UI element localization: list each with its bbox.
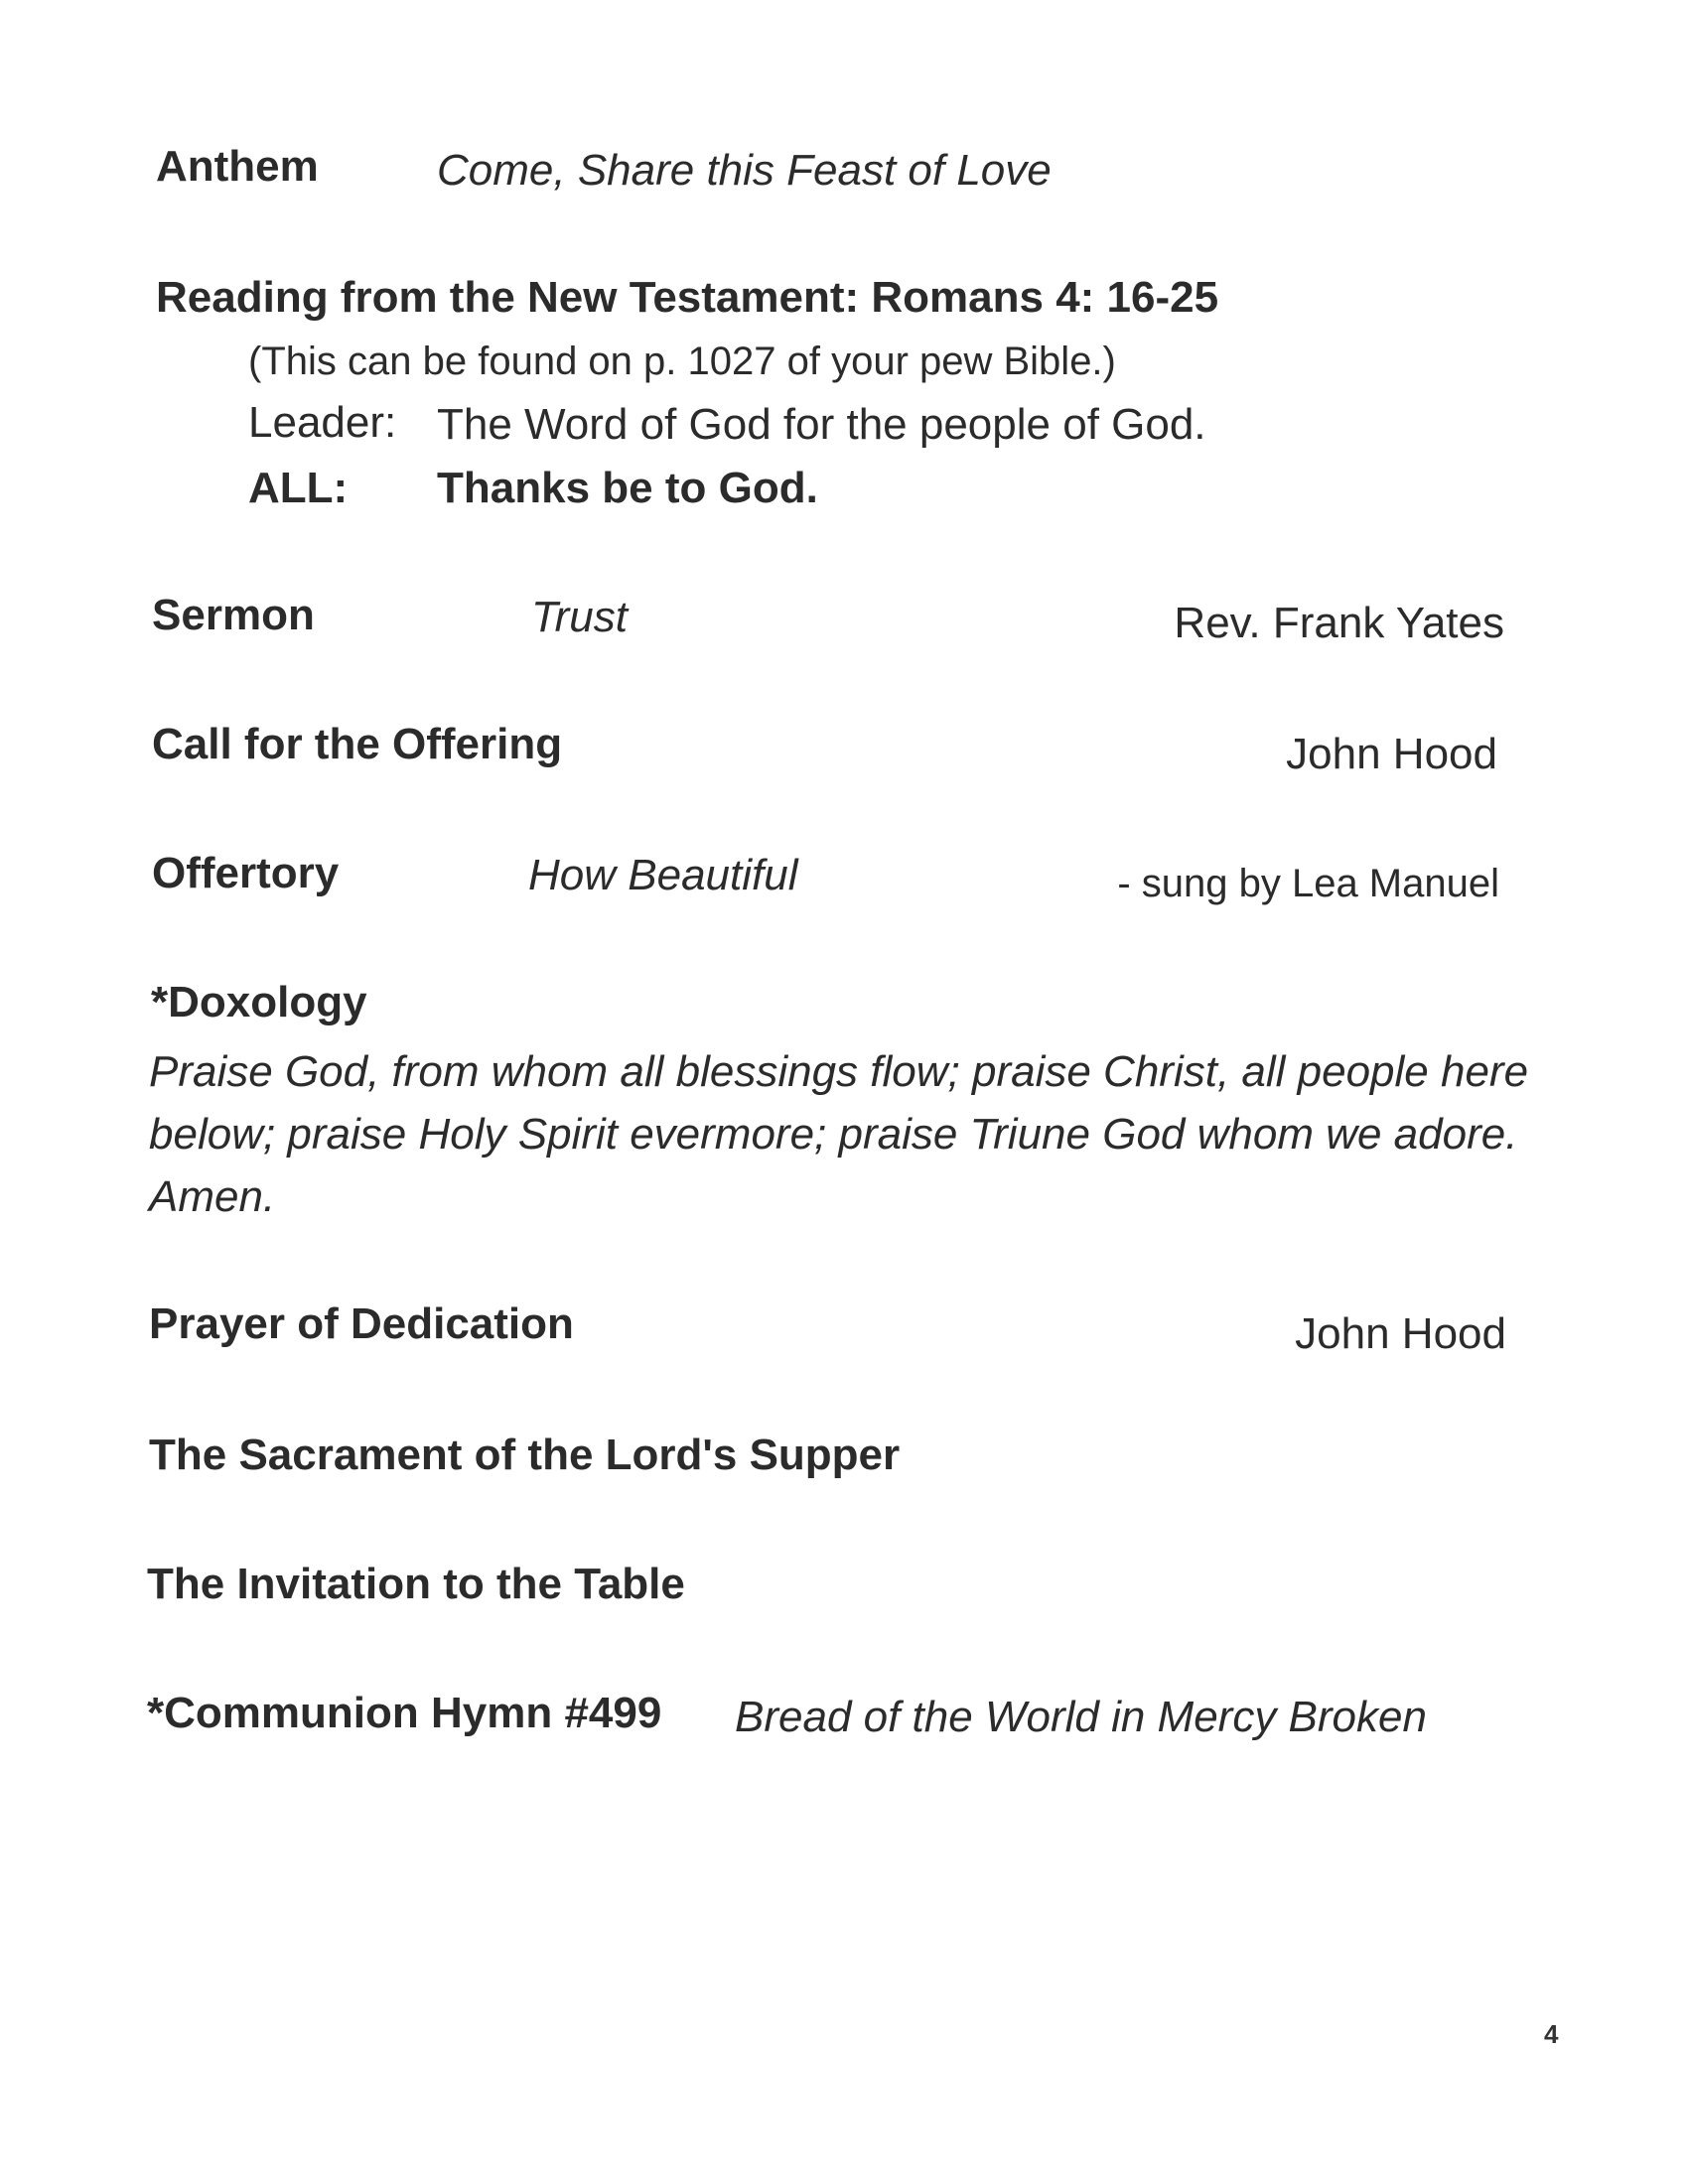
sermon-preacher: Rev. Frank Yates — [1174, 599, 1504, 647]
sermon-title: Trust — [531, 593, 628, 641]
doxology-label: *Doxology — [151, 978, 367, 1026]
all-label: ALL: — [248, 464, 349, 512]
sermon-label: Sermon — [152, 591, 315, 639]
invitation-label: The Invitation to the Table — [147, 1560, 685, 1608]
reading-note: (This can be found on p. 1027 of your pew Bible.) — [248, 340, 1116, 383]
offertory-title: How Beautiful — [528, 851, 798, 899]
communion-hymn-label: *Communion Hymn #499 — [147, 1689, 662, 1737]
sacrament-label: The Sacrament of the Lord's Supper — [149, 1431, 901, 1479]
dedication-person: John Hood — [1295, 1309, 1506, 1358]
doxology-text: Praise God, from whom all blessings flow; praise Christ, all people here below; praise Holy Spirit evermore; praise Triune God whom we adore. Amen. — [149, 1047, 1529, 1221]
page-number: 4 — [1544, 2019, 1559, 2049]
offering-call-person: John Hood — [1286, 730, 1497, 778]
offering-call-label: Call for the Offering — [152, 720, 563, 768]
leader-text: The Word of God for the people of God. — [437, 400, 1206, 449]
reading-heading: Reading from the New Testament: Romans 4: 16-25 — [156, 273, 1219, 322]
anthem-title: Come, Share this Feast of Love — [437, 146, 1052, 195]
offertory-label: Offertory — [152, 849, 340, 897]
offertory-performer: - sung by Lea Manuel — [1117, 862, 1499, 905]
anthem-label: Anthem — [156, 142, 319, 191]
leader-label: Leader: — [248, 398, 397, 447]
dedication-label: Prayer of Dedication — [149, 1299, 574, 1348]
all-response: Thanks be to God. — [437, 464, 818, 512]
communion-hymn-title: Bread of the World in Mercy Broken — [735, 1693, 1427, 1741]
